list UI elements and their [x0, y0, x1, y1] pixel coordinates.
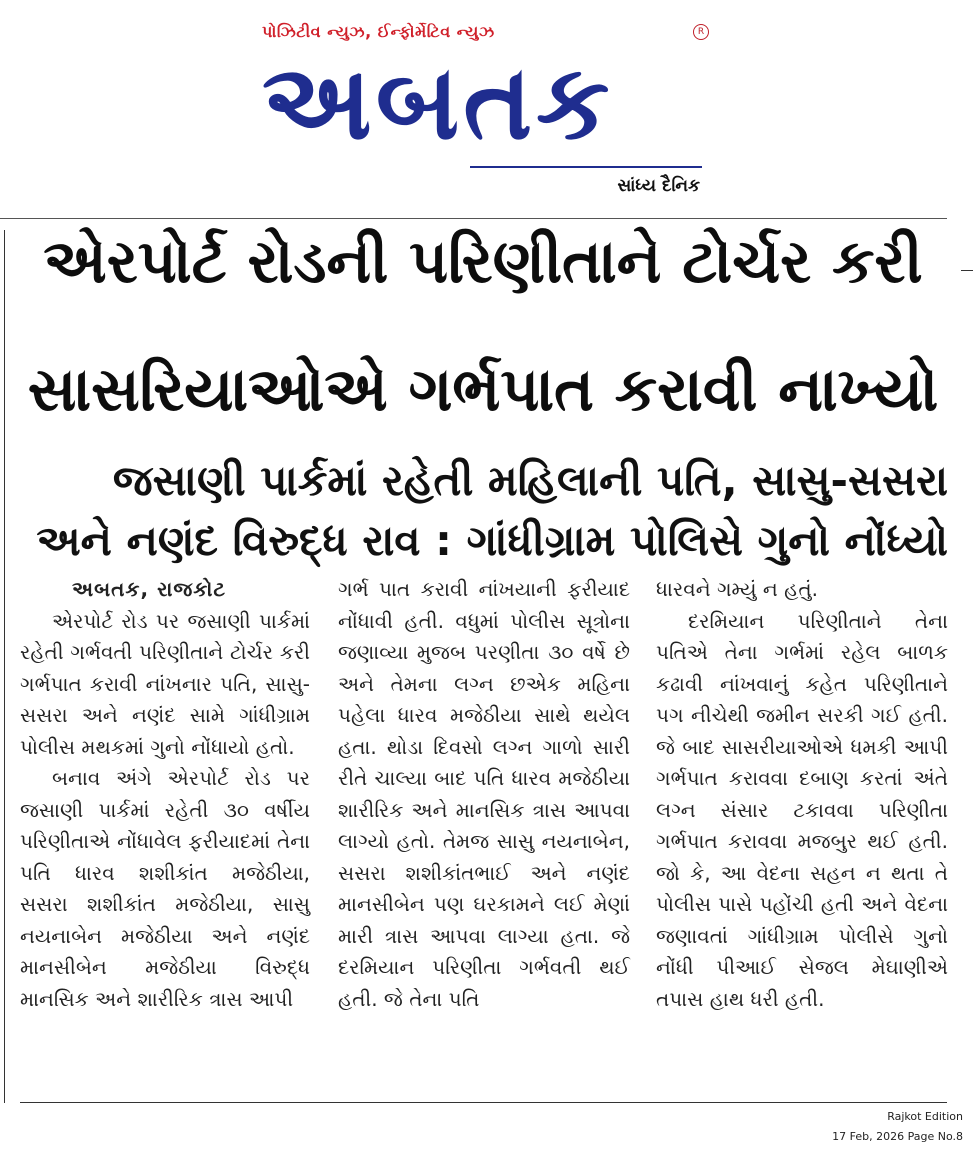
- paragraph: દરમિયાન પરિણીતાને તેના પતિએ તેના ગર્ભમાં રહેલ બાળક કઢાવી નાંખવાનું કહેત પરિણીતાને પગ નીચેથી જમીન સરકી ગઈ હતી. જે બાદ સાસરીયાઓએ ધમકી આપી ગર્ભપાત કરાવવા દબાણ કરતાં અંતે લગ્ન સંસાર ટકાવવા પરિણીતા ગર્ભપાત કરાવવા મજબુર થઈ હતી. જો કે, આ વેદના સહન ન થતા તે પોલીસ પાસે પહોંચી હતી અને વેદના જણાવતાં ગાંધીગ્રામ પોલીસે ગુનો નોંધી પીઆઈ સેજલ મેઘાણીએ તપાસ હાથ ધરી હતી.: [656, 608, 948, 1011]
- masthead-tagline: પોઝિટીવ ન્યુઝ, ઈન્ફોર્મેટિવ ન્યુઝ: [262, 22, 495, 41]
- article-column-3: [656, 574, 948, 1015]
- newspaper-logo: અબતક: [262, 41, 614, 163]
- masthead-subtitle: સાંધ્ય દૈનિક: [617, 176, 700, 196]
- headline-line-2: સાસરિયાઓએ ગર્ભપાત કરાવી નાખ્યો: [27, 355, 939, 425]
- registered-trademark-icon: R: [693, 24, 709, 40]
- subheadline-line-1: જસાણી પાર્કમાં રહેતી મહિલાની પતિ, સાસુ-સસરા: [112, 456, 948, 505]
- date-page-label: 17 Feb, 2026 Page No.8: [832, 1130, 963, 1143]
- article-column-1: [20, 574, 310, 1015]
- paragraph: બનાવ અંગે એરપોર્ટ રોડ પર જસાણી પાર્કમાં રહેતી ૩૦ વર્ષીય પરિણીતાએ નોંધાવેલ ફરીયાદમાં તેના પતિ ધારવ શશીકાંત મજેઠીયા, સસરા શશીકાંત મજેઠીયા, સાસુ નયનાબેન મજેઠીયા અને નણંદ માનસીબેન મજેઠીયા વિરુદ્ધ માનસિક અને શારીરિક ત્રાસ આપી: [20, 766, 310, 1011]
- logo-underline: [470, 166, 702, 168]
- dateline: અબતક, રાજકોટ: [72, 577, 227, 601]
- paragraph: ગર્ભ પાત કરાવી નાંખયાની ફરીયાદ નોંધાવી હતી. વધુમાં પોલીસ સૂત્રોના જણાવ્યા મુજબ પરણીતા ૩૦ વર્ષે છે અને તેમના લગ્ન છએક મહિના પહેલા ધારવ મજેઠીયા સાથે થયેલ હતા. થોડા દિવસો લગ્ન ગાળો સારી રીતે ચાલ્યા બાદ પતિ ધારવ મજેઠીયા શારીરિક અને માનસિક ત્રાસ આપવા લાગ્યો હતો. તેમજ સાસુ નયનાબેન, સસરા શશીકાંતભાઈ અને નણંદ માનસીબેન પણ ઘરકામને લઈ મેણાં મારી ત્રાસ આપવા લાગ્યા હતા. જે દરમિયાન પરિણીતા ગર્ભવતી થઈ હતી. જે તેના પતિ: [338, 577, 630, 1011]
- masthead-divider: [0, 218, 947, 219]
- subheadline-line-2: અને નણંદ વિરુદ્ધ રાવ : ગાંધીગ્રામ પોલિસે ગુનો નોંધ્યો: [36, 516, 948, 565]
- margin-tick: [961, 270, 973, 271]
- article-column-2: [338, 574, 630, 1015]
- paragraph: એરપોર્ટ રોડ પર જસાણી પાર્કમાં રહેતી ગર્ભવતી પરિણીતાને ટોર્ચર કરી ગર્ભપાત કરાવી નાંખનાર પતિ, સાસુ-સસરા અને નણંદ સામે ગાંધીગ્રામ પોલીસ મથકમાં ગુનો નોંધાયો હતો.: [20, 608, 310, 759]
- article-left-border: [4, 230, 5, 1103]
- article-bottom-border: [20, 1102, 947, 1103]
- headline-line-1: એરપોર્ટ રોડની પરિણીતાને ટોર્ચર કરી: [43, 227, 923, 297]
- edition-label: Rajkot Edition: [887, 1110, 963, 1123]
- paragraph: ધારવને ગમ્યું ન હતું.: [656, 577, 818, 601]
